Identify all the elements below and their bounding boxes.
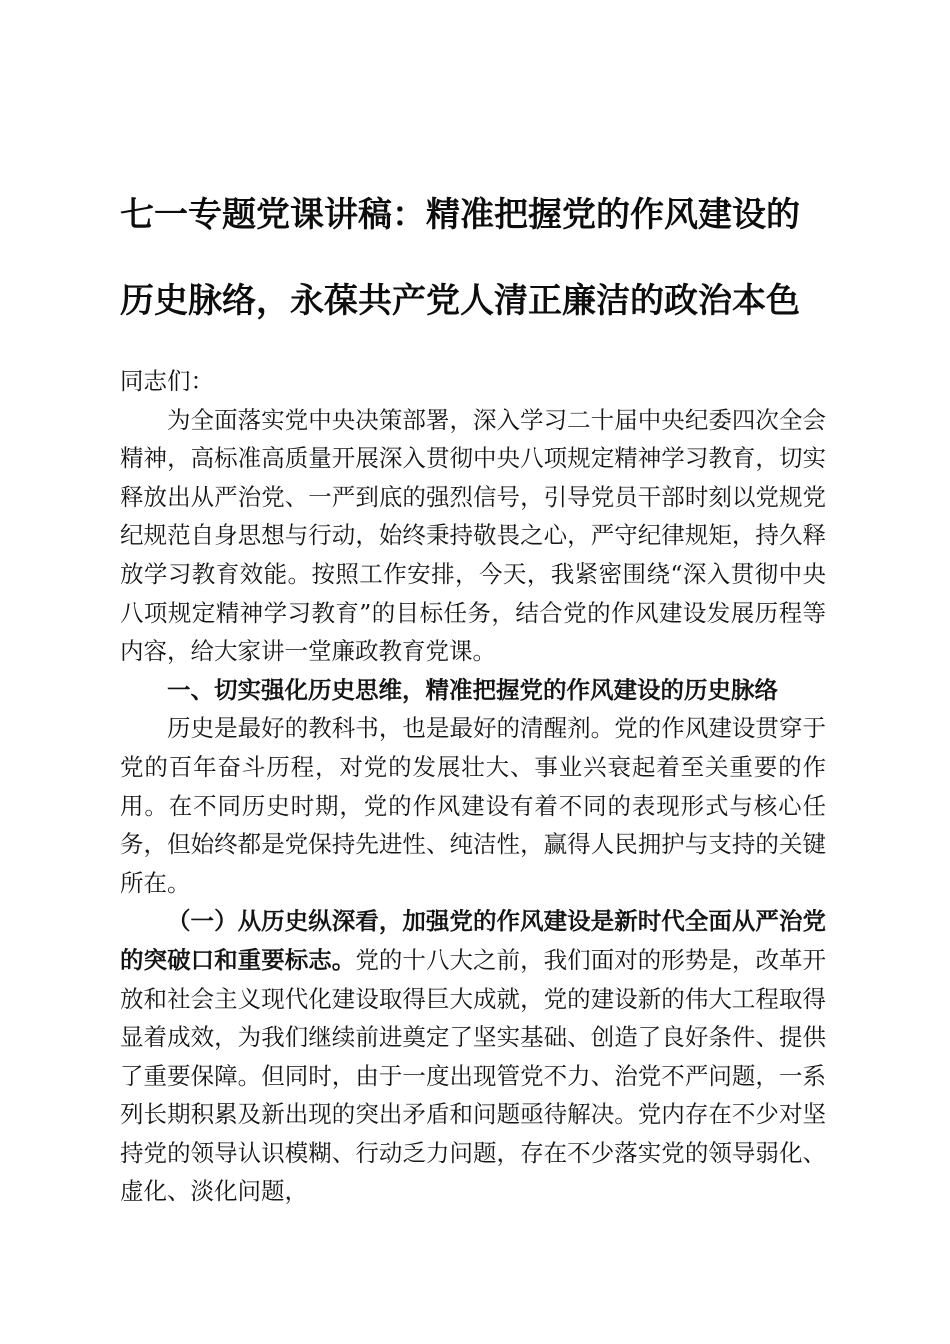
title-line-1: 七一专题党课讲稿：精准把握党的作风建设的 [120, 195, 800, 235]
section-1-paragraph: 历史是最好的教科书，也是最好的清醒剂。党的作风建设贯穿于党的百年奋斗历程，对党的发展壮大、事业兴衰起着至关重要的作用。在不同历史时期，党的作风建设有着不同的表现形式与核心任务，但始终都是党保持先进性、纯洁性，赢得人民拥护与支持的关键所在。 [120, 714, 826, 897]
title-line-2: 历史脉络，永葆共产党人清正廉洁的政治本色 [120, 281, 800, 321]
document-title [120, 172, 840, 344]
document-body [120, 362, 826, 1211]
salutation: 同志们： [120, 367, 214, 395]
section-1-heading: 一、切实强化历史思维，精准把握党的作风建设的历史脉络 [167, 675, 778, 704]
intro-paragraph: 为全面落实党中央决策部署，深入学习二十届中央纪委四次全会精神，高标准高质量开展深入贯彻中央八项规定精神学习教育，切实释放出从严治党、一严到底的强烈信号，引导党员干部时刻以党规党纪规范自身思想与行动，始终秉持敬畏之心，严守纪律规矩，持久释放学习教育效能。按照工作安排，今天，我紧密围绕“深入贯彻中央八项规定精神学习教育”的目标任务，结合党的作风建设发展历程等内容，给大家讲一堂廉政教育党课。 [120, 405, 826, 666]
subsection-1-body: 党的十八大之前，我们面对的形势是，改革开放和社会主义现代化建设取得巨大成就，党的建设新的伟大工程取得显着成效，为我们继续前进奠定了坚实基础、创造了良好条件、提供了重要保障。但同时，由于一度出现管党不力、治党不严问题，一系列长期积累及新出现的突出矛盾和问题亟待解决。党内存在不少对坚持党的领导认识模糊、行动乏力问题，存在不少落实党的领导弱化、虚化、淡化问题， [120, 945, 827, 1206]
subsection-1-paragraph [120, 902, 826, 1211]
subsection-1-heading: （一）从历史纵深看，加强党的作风建设是新时代全面从严治党的突破口和重要标志。 [120, 907, 826, 974]
